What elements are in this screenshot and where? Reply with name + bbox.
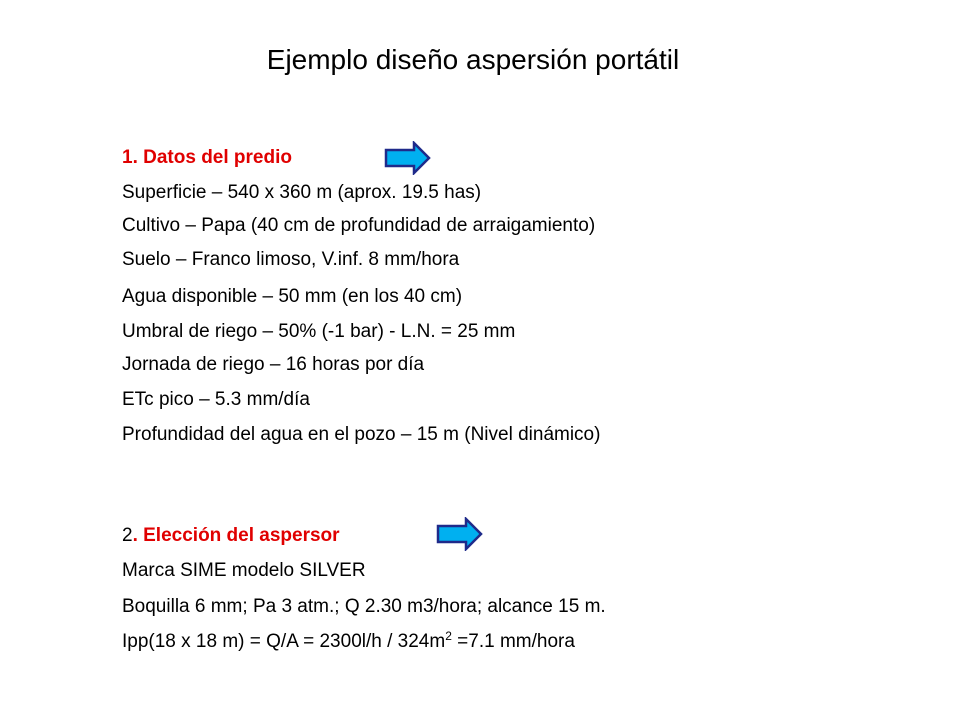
slide-title: Ejemplo diseño aspersión portátil xyxy=(266,44,680,75)
formula-main: Ipp(18 x 18 m) = Q/A = 2300l/h / 324m xyxy=(122,631,446,652)
section1-heading: 1. Datos del predio xyxy=(122,147,292,168)
right-arrow-icon xyxy=(436,517,484,551)
datos-suelo: Suelo – Franco limoso, V.inf. 8 mm/hora xyxy=(122,249,460,270)
formula-superscript: 2 xyxy=(445,629,452,643)
right-arrow-icon xyxy=(384,141,432,175)
datos-umbral-riego: Umbral de riego – 50% (-1 bar) - L.N. = 25 mm xyxy=(122,321,516,342)
datos-agua-disponible: Agua disponible – 50 mm (en los 40 cm) xyxy=(122,286,463,307)
aspersor-boquilla: Boquilla 6 mm; Pa 3 atm.; Q 2.30 m3/hora; alcance 15 m. xyxy=(122,596,606,617)
datos-superficie: Superficie – 540 x 360 m (aprox. 19.5 has) xyxy=(122,182,482,203)
section2-heading-number: 2 xyxy=(122,525,133,546)
datos-jornada-riego: Jornada de riego – 16 horas por día xyxy=(122,354,425,375)
aspersor-ipp-formula xyxy=(122,630,575,654)
aspersor-marca: Marca SIME modelo SILVER xyxy=(122,560,366,581)
datos-profundidad-agua: Profundidad del agua en el pozo – 15 m (Nivel dinámico) xyxy=(122,424,601,445)
datos-cultivo: Cultivo – Papa (40 cm de profundidad de arraigamiento) xyxy=(122,215,596,236)
section2-heading-text: . Elección del aspersor xyxy=(132,525,340,546)
section2-heading xyxy=(122,524,340,548)
datos-etc-pico: ETc pico – 5.3 mm/día xyxy=(122,389,310,410)
formula-result: =7.1 mm/hora xyxy=(451,631,575,652)
